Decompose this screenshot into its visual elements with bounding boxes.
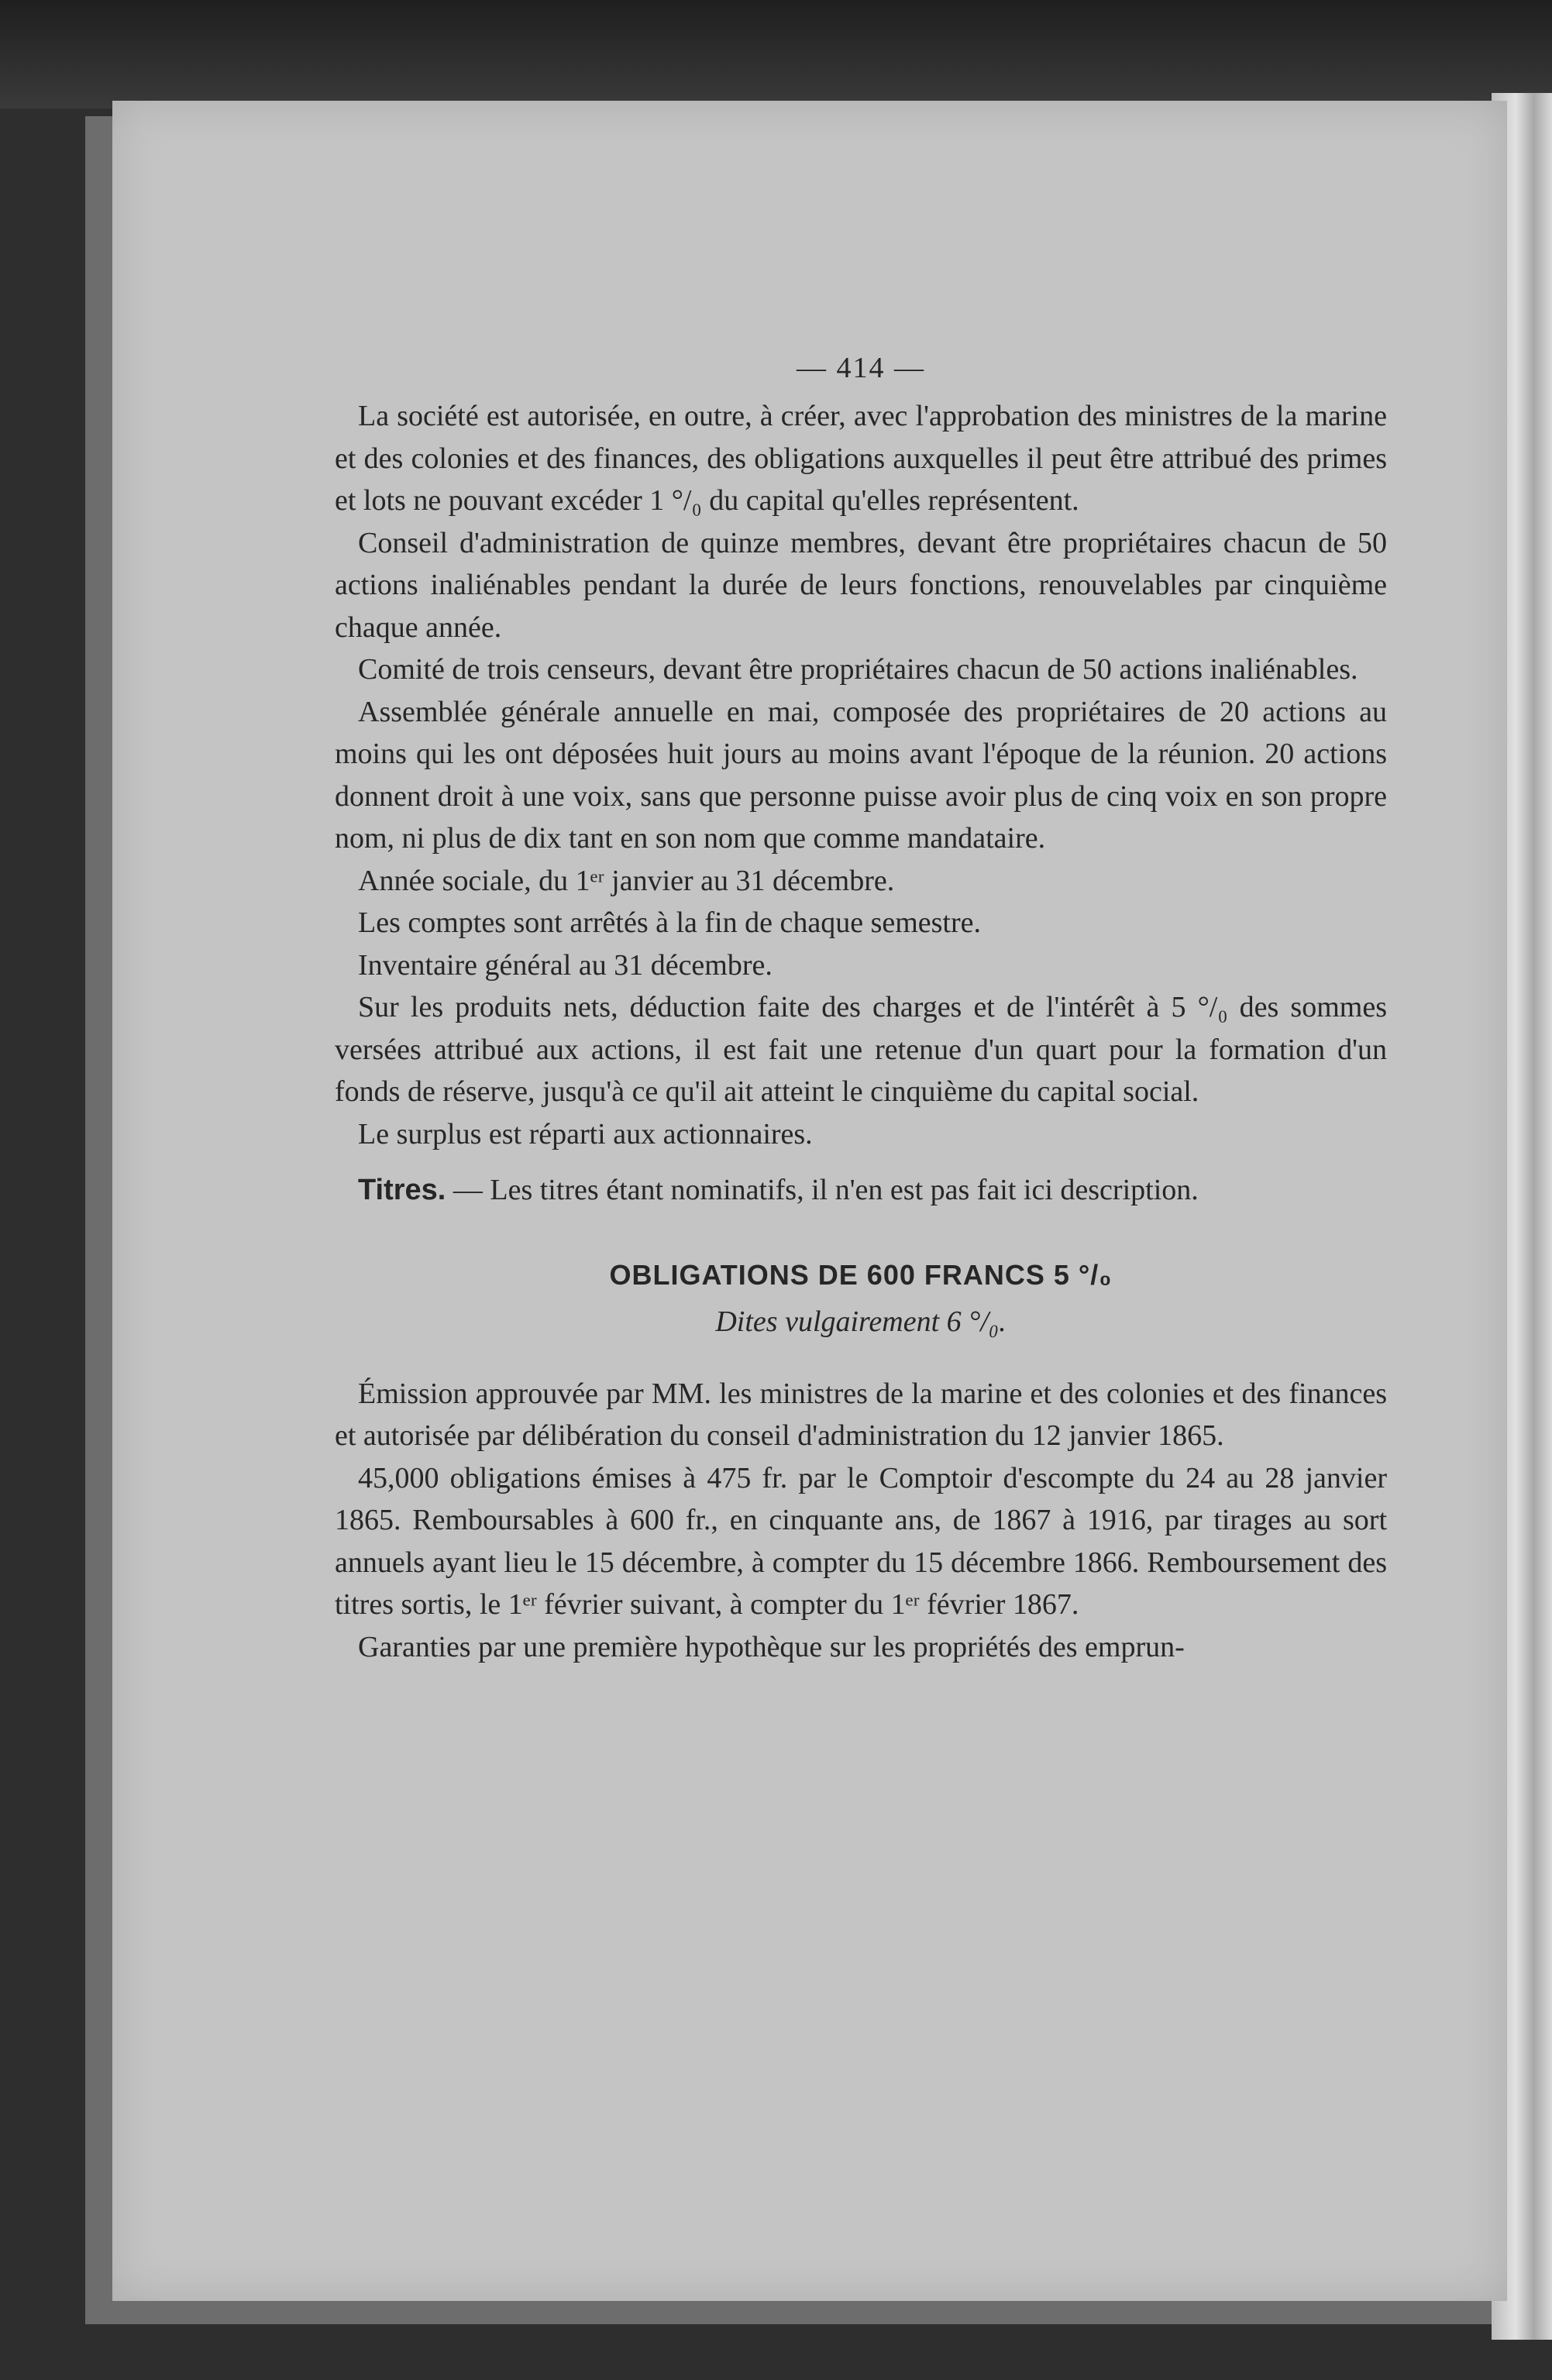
- paragraph: Émission approuvée par MM. les ministres de la marine et des colonies et des finances et autorisée par délibération du conseil d'administration du 12 janvier 1865.: [335, 1377, 1387, 1452]
- paragraph: Le surplus est réparti aux actionnaires.: [358, 1117, 813, 1150]
- paragraph: Assemblée générale annuelle en mai, composée des propriétaires de 20 actions au moins qui les ont déposées huit jours au moins avant l'époque de la réunion. 20 actions donnent droit à une voix, sans que personne puisse avoir plus de cinq voix en son propre nom, ni plus de dix tant en son nom que comme mandataire.: [335, 695, 1387, 855]
- paragraph: Année sociale, du 1ᵉʳ janvier au 31 décembre.: [358, 864, 895, 897]
- paragraph: 45,000 obligations émises à 475 fr. par le Comptoir d'escompte du 24 au 28 janvier 1865. Remboursables à 600 fr., en cinquante ans, de 1867 à 1916, par tirages au sort annuels ayant lieu le 15 décembre, à compter du 15 décembre 1866. Remboursement des titres sortis, le 1ᵉʳ février suivant, à compter du 1ᵉʳ février 1867.: [335, 1461, 1387, 1621]
- page-number: — 414 —: [797, 352, 925, 384]
- titres-label: Titres.: [358, 1174, 446, 1206]
- paragraph: Comité de trois censeurs, devant être propriétaires chacun de 50 actions inaliénables.: [358, 653, 1358, 686]
- section-heading: OBLIGATIONS DE 600 FRANCS 5 °/₀: [609, 1258, 1113, 1291]
- titres-text: — Les titres étant nominatifs, il n'en est pas fait ici description.: [446, 1174, 1199, 1206]
- paragraph: Conseil d'administration de quinze membres, devant être propriétaires chacun de 50 actions inaliénables pendant la durée de leurs fonctions, renouvelables par cinquième chaque année.: [335, 526, 1387, 644]
- section-subheading: Dites vulgairement 6 °/₀.: [715, 1305, 1007, 1338]
- scan-background: [0, 0, 1552, 108]
- paragraph: Garanties par une première hypothèque sur les propriétés des emprun-: [358, 1630, 1185, 1663]
- paragraph: Inventaire général au 31 décembre.: [358, 948, 773, 982]
- paragraph: Sur les produits nets, déduction faite des charges et de l'intérêt à 5 °/₀ des sommes versées attribué aux actions, il est fait une retenue d'un quart pour la formation d'un fonds de réserve, jusqu'à ce qu'il ait atteint le cinquième du capital social.: [335, 991, 1387, 1108]
- paragraph: La société est autorisée, en outre, à créer, avec l'approbation des ministres de la marine et des colonies et des finances, des obligations auxquelles il peut être attribué des primes et lots ne pouvant excéder 1 °/₀ du capital qu'elles représentent.: [335, 400, 1387, 517]
- paragraph: Les comptes sont arrêtés à la fin de chaque semestre.: [358, 906, 982, 939]
- titres-paragraph: [335, 1169, 1387, 1212]
- page-text: [335, 341, 1387, 1668]
